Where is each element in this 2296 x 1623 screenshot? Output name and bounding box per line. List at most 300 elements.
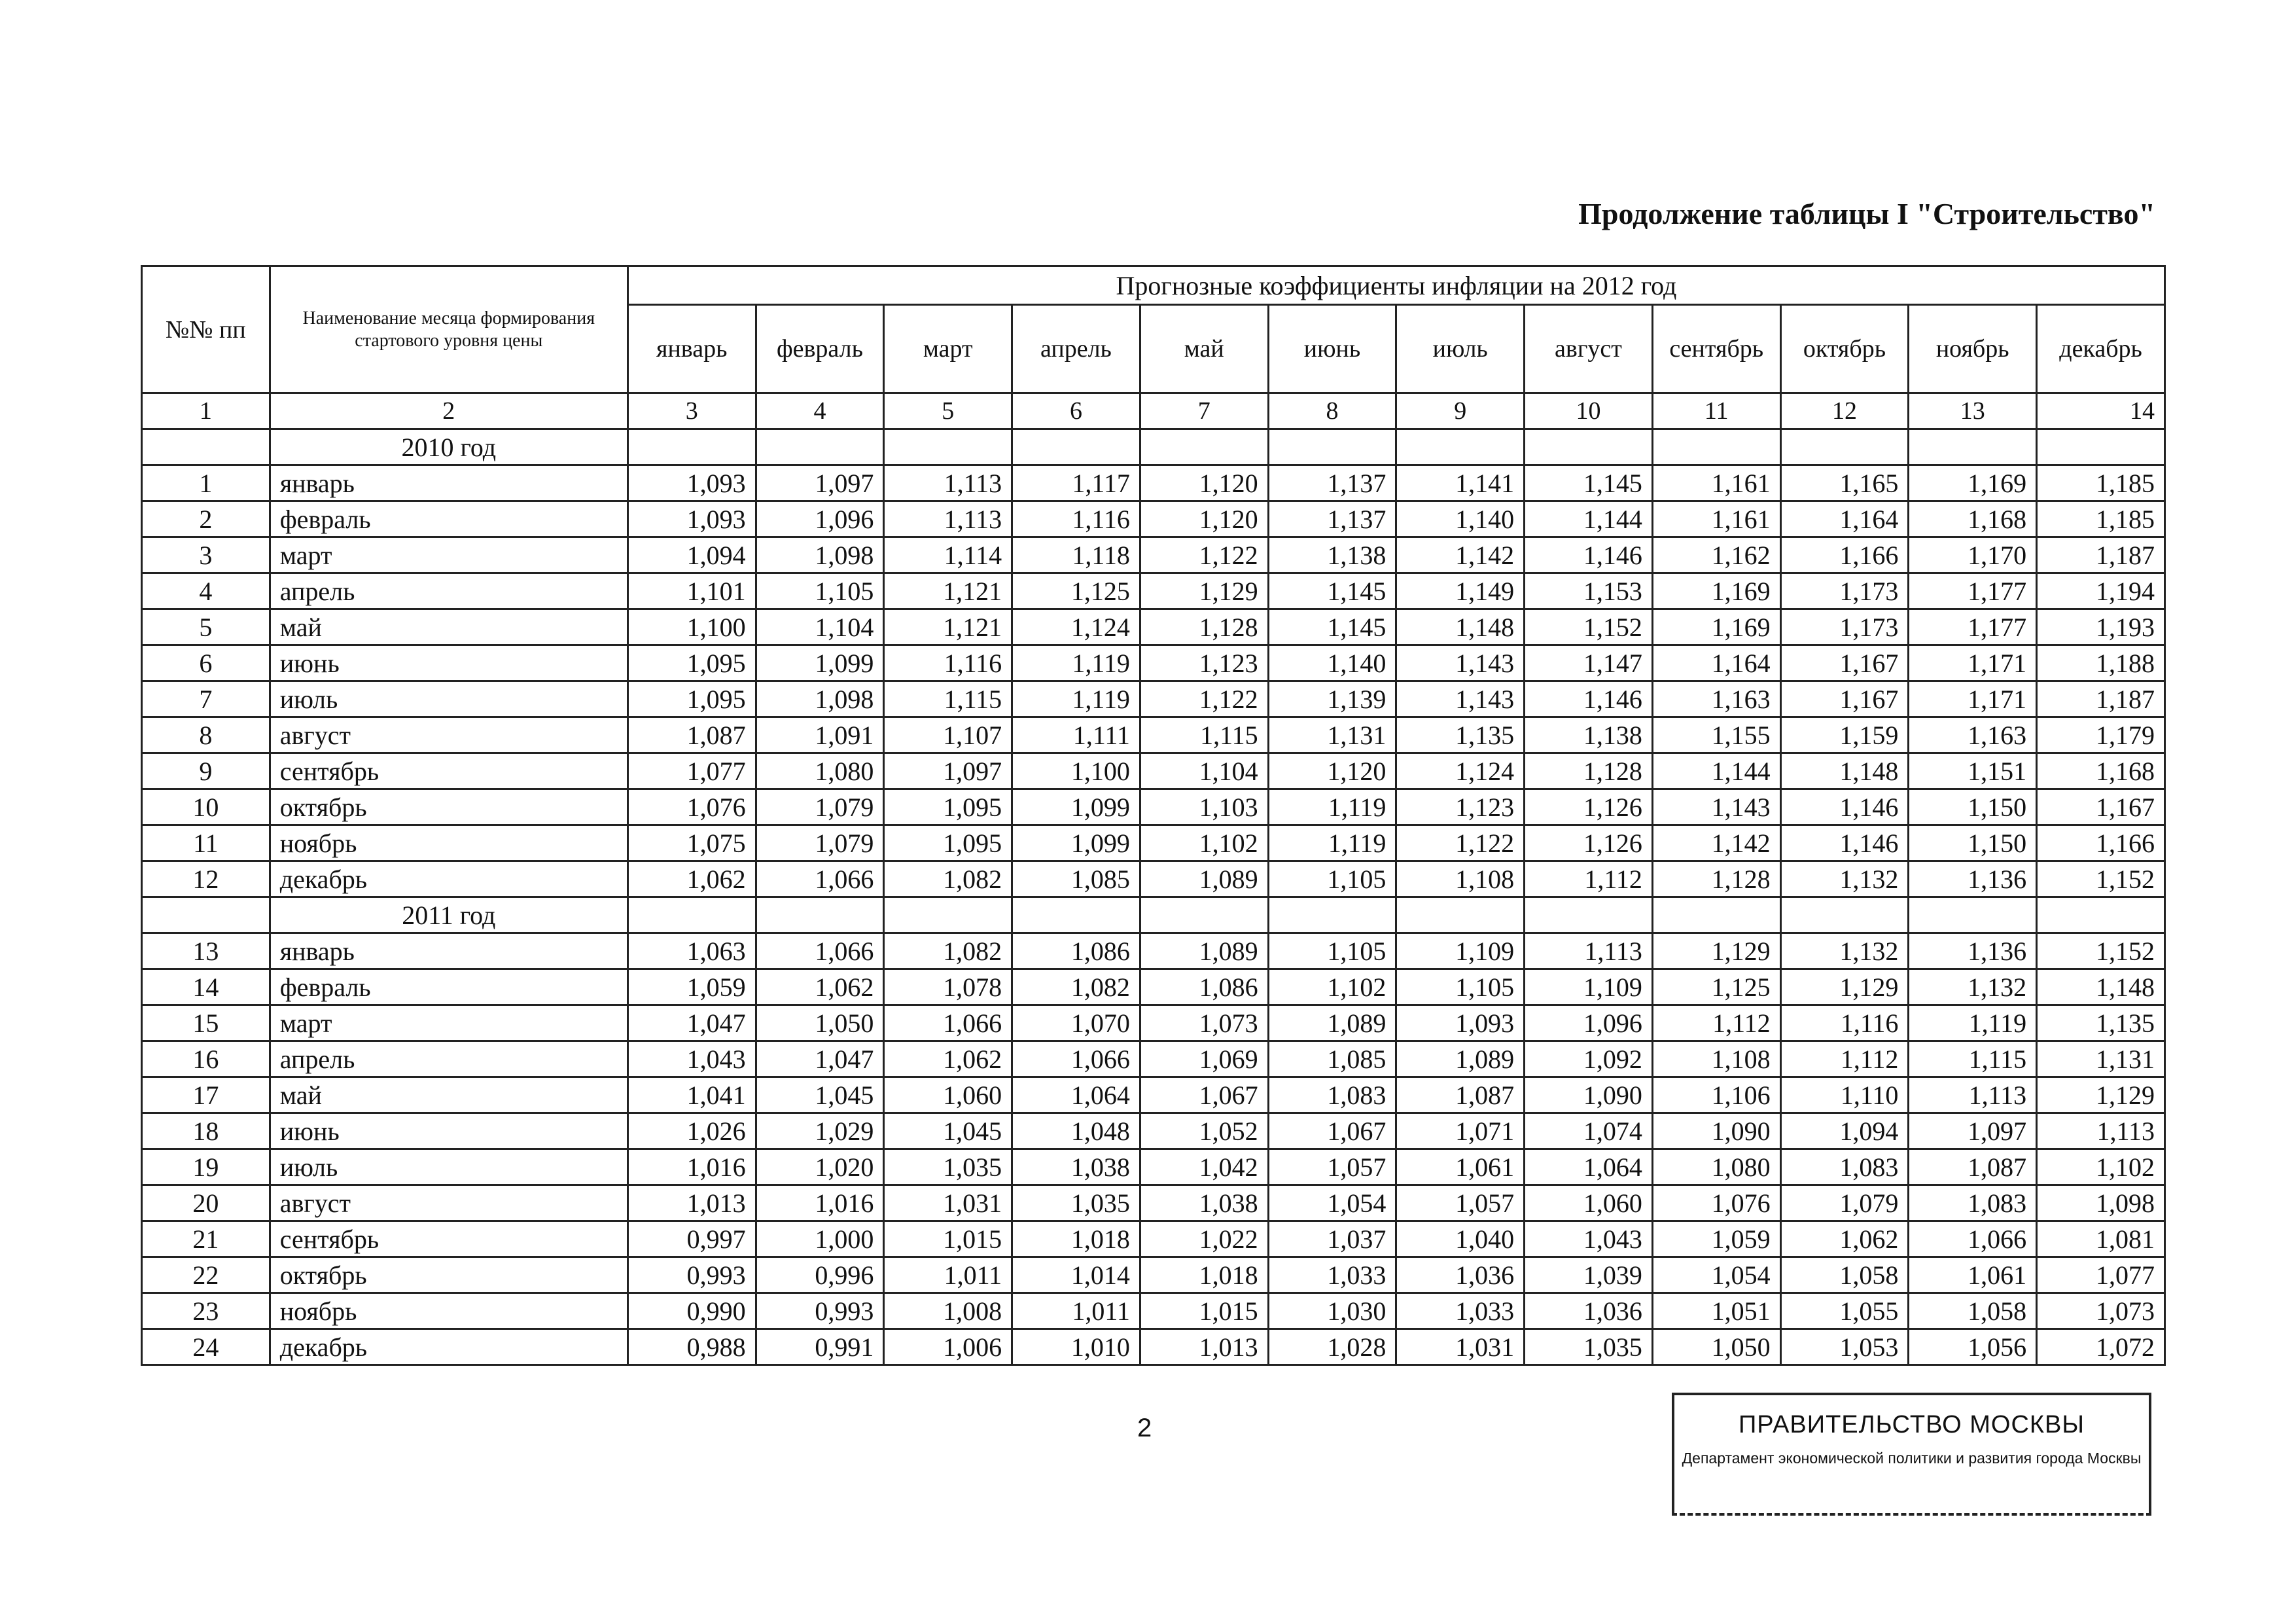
coefficient-cell: 1,069: [1140, 1041, 1268, 1077]
row-month: сентябрь: [270, 1221, 627, 1257]
empty-cell: [1012, 429, 1140, 465]
empty-cell: [2037, 429, 2165, 465]
coefficient-cell: 1,087: [1909, 1149, 2037, 1185]
coefficient-cell: 1,057: [1396, 1185, 1525, 1221]
coefficient-cell: 1,016: [627, 1149, 756, 1185]
empty-cell: [1396, 429, 1525, 465]
coefficient-cell: 1,128: [1140, 609, 1268, 645]
row-month: июнь: [270, 1113, 627, 1149]
coefficient-cell: 1,185: [2037, 501, 2165, 537]
coefficient-cell: 1,102: [2037, 1149, 2165, 1185]
coefficient-cell: 1,098: [2037, 1185, 2165, 1221]
coefficient-cell: 1,064: [1525, 1149, 1653, 1185]
coefficient-cell: 1,173: [1780, 573, 1909, 609]
coefficient-cell: 1,073: [1140, 1005, 1268, 1041]
coefficient-cell: 1,086: [1140, 969, 1268, 1005]
header-forecast-group: Прогнозные коэффициенты инфляции на 2012 год: [627, 266, 2164, 305]
coefficient-cell: 1,113: [884, 501, 1012, 537]
coefficient-cell: 1,179: [2037, 717, 2165, 753]
coefficient-cell: 1,011: [1012, 1293, 1140, 1329]
coefficient-cell: 1,045: [884, 1113, 1012, 1149]
coefficient-cell: 1,030: [1268, 1293, 1396, 1329]
coefficient-cell: 1,062: [756, 969, 884, 1005]
coefficient-cell: 1,047: [756, 1041, 884, 1077]
coefficient-cell: 1,116: [1780, 1005, 1909, 1041]
coefficient-cell: 1,053: [1780, 1329, 1909, 1365]
coefficient-cell: 1,066: [756, 933, 884, 969]
coefficient-cell: 1,128: [1525, 753, 1653, 789]
coefficient-cell: 1,013: [1140, 1329, 1268, 1365]
coefficient-cell: 1,079: [756, 789, 884, 825]
stamp-organization: ПРАВИТЕЛЬСТВО МОСКВЫ: [1738, 1411, 2085, 1438]
coefficient-cell: 1,110: [1780, 1077, 1909, 1113]
coefficient-cell: 1,126: [1525, 825, 1653, 861]
coefficient-cell: 1,132: [1909, 969, 2037, 1005]
empty-cell: [1652, 897, 1780, 933]
coefficient-cell: 1,177: [1909, 609, 2037, 645]
table-row: [142, 645, 2165, 681]
coefficient-cell: 1,079: [756, 825, 884, 861]
header-month-9: сентябрь: [1652, 305, 1780, 393]
coefficient-cell: 1,148: [1780, 753, 1909, 789]
header-month-2: февраль: [756, 305, 884, 393]
coefficient-cell: 1,105: [1396, 969, 1525, 1005]
coefficient-cell: 1,066: [1909, 1221, 2037, 1257]
coefficient-cell: 1,117: [1012, 465, 1140, 501]
table-row: [142, 1005, 2165, 1041]
row-month: июнь: [270, 645, 627, 681]
column-number: 6: [1012, 393, 1140, 429]
coefficient-cell: 1,122: [1140, 681, 1268, 717]
coefficient-cell: 1,113: [1909, 1077, 2037, 1113]
coefficient-cell: 1,014: [1012, 1257, 1140, 1293]
coefficient-cell: 1,058: [1780, 1257, 1909, 1293]
coefficient-cell: 1,086: [1012, 933, 1140, 969]
table-row: [142, 501, 2165, 537]
coefficient-cell: 1,109: [1396, 933, 1525, 969]
coefficient-cell: 1,090: [1525, 1077, 1653, 1113]
coefficient-cell: 1,026: [627, 1113, 756, 1149]
page-number: 2: [1137, 1414, 1152, 1442]
row-number: 3: [142, 537, 270, 573]
row-number: 21: [142, 1221, 270, 1257]
column-number: 7: [1140, 393, 1268, 429]
row-month: сентябрь: [270, 753, 627, 789]
coefficient-cell: 1,128: [1652, 861, 1780, 897]
coefficient-cell: 1,126: [1525, 789, 1653, 825]
coefficient-cell: 1,074: [1525, 1113, 1653, 1149]
coefficient-cell: 1,112: [1525, 861, 1653, 897]
empty-cell: [1780, 429, 1909, 465]
row-number: 17: [142, 1077, 270, 1113]
coefficient-cell: 1,083: [1909, 1185, 2037, 1221]
coefficient-cell: 1,082: [884, 933, 1012, 969]
coefficient-cell: 1,106: [1652, 1077, 1780, 1113]
coefficient-cell: 1,096: [1525, 1005, 1653, 1041]
stamp-department: Департамент экономической политики и развития города Москвы: [1682, 1450, 2142, 1467]
coefficient-cell: 1,129: [1652, 933, 1780, 969]
header-row-number: №№ пп: [142, 266, 270, 393]
empty-cell: [1909, 429, 2037, 465]
coefficient-cell: 1,037: [1268, 1221, 1396, 1257]
header-month-12: декабрь: [2037, 305, 2165, 393]
column-number: 5: [884, 393, 1012, 429]
coefficient-cell: 1,062: [884, 1041, 1012, 1077]
coefficient-cell: 1,051: [1652, 1293, 1780, 1329]
coefficient-cell: 1,085: [1268, 1041, 1396, 1077]
row-month: март: [270, 1005, 627, 1041]
coefficient-cell: 1,082: [884, 861, 1012, 897]
table-body: [142, 429, 2165, 1365]
coefficient-cell: 1,164: [1652, 645, 1780, 681]
coefficient-cell: 1,097: [1909, 1113, 2037, 1149]
empty-cell: [142, 429, 270, 465]
coefficient-cell: 1,162: [1652, 537, 1780, 573]
table-row: [142, 969, 2165, 1005]
coefficient-cell: 1,105: [1268, 861, 1396, 897]
coefficient-cell: 1,045: [756, 1077, 884, 1113]
coefficient-cell: 1,168: [1909, 501, 2037, 537]
coefficient-cell: 1,155: [1652, 717, 1780, 753]
column-number: 14: [2037, 393, 2165, 429]
row-month: октябрь: [270, 1257, 627, 1293]
row-month: май: [270, 1077, 627, 1113]
coefficient-cell: 1,096: [756, 501, 884, 537]
coefficient-cell: 1,185: [2037, 465, 2165, 501]
coefficient-cell: 1,132: [1780, 933, 1909, 969]
coefficient-cell: 1,123: [1140, 645, 1268, 681]
row-month: февраль: [270, 969, 627, 1005]
coefficient-cell: 1,171: [1909, 645, 2037, 681]
coefficient-cell: 1,146: [1780, 825, 1909, 861]
row-number: 13: [142, 933, 270, 969]
row-month: ноябрь: [270, 825, 627, 861]
row-month: август: [270, 1185, 627, 1221]
coefficient-cell: 1,140: [1268, 645, 1396, 681]
empty-cell: [142, 897, 270, 933]
coefficient-cell: 1,094: [1780, 1113, 1909, 1149]
coefficient-cell: 1,064: [1012, 1077, 1140, 1113]
coefficient-cell: 1,031: [1396, 1329, 1525, 1365]
coefficient-cell: 1,018: [1012, 1221, 1140, 1257]
coefficient-cell: 1,060: [884, 1077, 1012, 1113]
header-month-6: июнь: [1268, 305, 1396, 393]
row-number: 10: [142, 789, 270, 825]
row-number: 11: [142, 825, 270, 861]
coefficient-cell: 1,077: [2037, 1257, 2165, 1293]
coefficient-cell: 1,135: [1396, 717, 1525, 753]
row-number: 7: [142, 681, 270, 717]
coefficient-cell: 1,108: [1396, 861, 1525, 897]
coefficient-cell: 1,145: [1268, 609, 1396, 645]
coefficient-cell: 1,066: [884, 1005, 1012, 1041]
empty-cell: [756, 897, 884, 933]
column-number-row: [142, 393, 2165, 429]
coefficient-cell: 1,060: [1525, 1185, 1653, 1221]
table-row: [142, 1293, 2165, 1329]
coefficient-cell: 1,121: [884, 573, 1012, 609]
coefficient-cell: 0,988: [627, 1329, 756, 1365]
column-number: 3: [627, 393, 756, 429]
coefficient-cell: 1,071: [1396, 1113, 1525, 1149]
coefficient-cell: 1,138: [1268, 537, 1396, 573]
table-row: [142, 861, 2165, 897]
coefficient-cell: 1,166: [1780, 537, 1909, 573]
coefficient-cell: 1,048: [1012, 1113, 1140, 1149]
coefficient-cell: 1,168: [2037, 753, 2165, 789]
empty-cell: [1012, 897, 1140, 933]
coefficient-cell: 1,146: [1780, 789, 1909, 825]
coefficient-cell: 1,085: [1012, 861, 1140, 897]
row-month: январь: [270, 465, 627, 501]
row-number: 1: [142, 465, 270, 501]
coefficient-cell: 1,013: [627, 1185, 756, 1221]
empty-cell: [627, 429, 756, 465]
row-number: 22: [142, 1257, 270, 1293]
row-number: 4: [142, 573, 270, 609]
coefficient-cell: 1,042: [1140, 1149, 1268, 1185]
coefficient-cell: 1,036: [1396, 1257, 1525, 1293]
coefficient-cell: 1,059: [1652, 1221, 1780, 1257]
coefficient-cell: 1,109: [1525, 969, 1653, 1005]
coefficient-cell: 1,170: [1909, 537, 2037, 573]
coefficient-cell: 1,043: [1525, 1221, 1653, 1257]
coefficient-cell: 1,018: [1140, 1257, 1268, 1293]
year-label: 2011 год: [270, 897, 627, 933]
coefficient-cell: 1,091: [756, 717, 884, 753]
coefficient-cell: 1,148: [1396, 609, 1525, 645]
inflation-coefficients-table: [141, 265, 2166, 1366]
coefficient-cell: 1,095: [884, 789, 1012, 825]
coefficient-cell: 1,119: [1268, 825, 1396, 861]
coefficient-cell: 1,167: [1780, 681, 1909, 717]
coefficient-cell: 1,145: [1268, 573, 1396, 609]
coefficient-cell: 1,151: [1909, 753, 2037, 789]
coefficient-cell: 1,016: [756, 1185, 884, 1221]
coefficient-cell: 1,104: [1140, 753, 1268, 789]
coefficient-cell: 1,101: [627, 573, 756, 609]
coefficient-cell: 1,089: [1396, 1041, 1525, 1077]
table-row: [142, 933, 2165, 969]
coefficient-cell: 0,996: [756, 1257, 884, 1293]
header-month-10: октябрь: [1780, 305, 1909, 393]
coefficient-cell: 1,141: [1396, 465, 1525, 501]
coefficient-cell: 1,142: [1652, 825, 1780, 861]
coefficient-cell: 1,129: [2037, 1077, 2165, 1113]
coefficient-cell: 1,015: [1140, 1293, 1268, 1329]
coefficient-cell: 1,047: [627, 1005, 756, 1041]
coefficient-cell: 1,173: [1780, 609, 1909, 645]
coefficient-cell: 1,150: [1909, 825, 2037, 861]
table-row: [142, 1077, 2165, 1113]
empty-cell: [627, 897, 756, 933]
coefficient-cell: 1,187: [2037, 537, 2165, 573]
coefficient-cell: 1,050: [1652, 1329, 1780, 1365]
header-month-1: январь: [627, 305, 756, 393]
row-number: 14: [142, 969, 270, 1005]
empty-cell: [1525, 897, 1653, 933]
coefficient-cell: 1,006: [884, 1329, 1012, 1365]
coefficient-cell: 1,020: [756, 1149, 884, 1185]
coefficient-cell: 1,108: [1652, 1041, 1780, 1077]
table-row: [142, 1257, 2165, 1293]
coefficient-cell: 1,125: [1012, 573, 1140, 609]
coefficient-cell: 1,080: [1652, 1149, 1780, 1185]
column-number: 8: [1268, 393, 1396, 429]
coefficient-cell: 1,144: [1525, 501, 1653, 537]
column-number: 11: [1652, 393, 1780, 429]
header-month-4: апрель: [1012, 305, 1140, 393]
coefficient-cell: 1,161: [1652, 501, 1780, 537]
coefficient-cell: 1,147: [1525, 645, 1653, 681]
coefficient-cell: 1,067: [1140, 1077, 1268, 1113]
coefficient-cell: 1,010: [1012, 1329, 1140, 1365]
coefficient-cell: 1,143: [1652, 789, 1780, 825]
coefficient-cell: 1,040: [1396, 1221, 1525, 1257]
coefficient-cell: 1,087: [627, 717, 756, 753]
coefficient-cell: 1,119: [1268, 789, 1396, 825]
coefficient-cell: 1,152: [2037, 861, 2165, 897]
row-month: июль: [270, 681, 627, 717]
coefficient-cell: 1,073: [2037, 1293, 2165, 1329]
row-month: август: [270, 717, 627, 753]
coefficient-cell: 1,107: [884, 717, 1012, 753]
coefficient-cell: 1,098: [756, 537, 884, 573]
empty-cell: [1652, 429, 1780, 465]
coefficient-cell: 1,145: [1525, 465, 1653, 501]
empty-cell: [2037, 897, 2165, 933]
coefficient-cell: 1,105: [1268, 933, 1396, 969]
coefficient-cell: 1,082: [1012, 969, 1140, 1005]
coefficient-cell: 1,194: [2037, 573, 2165, 609]
column-number: 1: [142, 393, 270, 429]
table-row: [142, 1185, 2165, 1221]
coefficient-cell: 1,038: [1140, 1185, 1268, 1221]
table-row: [142, 1041, 2165, 1077]
coefficient-cell: 1,041: [627, 1077, 756, 1113]
coefficient-cell: 1,062: [1780, 1221, 1909, 1257]
row-number: 12: [142, 861, 270, 897]
empty-cell: [884, 897, 1012, 933]
coefficient-cell: 1,111: [1012, 717, 1140, 753]
coefficient-cell: 1,116: [884, 645, 1012, 681]
coefficient-cell: 1,055: [1780, 1293, 1909, 1329]
year-row: [142, 429, 2165, 465]
coefficient-cell: 1,119: [1012, 681, 1140, 717]
table-row: [142, 609, 2165, 645]
coefficient-cell: 1,035: [1012, 1185, 1140, 1221]
coefficient-cell: 1,124: [1396, 753, 1525, 789]
empty-cell: [1268, 897, 1396, 933]
table-row: [142, 465, 2165, 501]
coefficient-cell: 1,129: [1780, 969, 1909, 1005]
column-number: 2: [270, 393, 627, 429]
coefficient-cell: 1,163: [1909, 717, 2037, 753]
header-month-name: Наименование месяца формирования стартового уровня цены: [270, 266, 627, 393]
coefficient-cell: 1,075: [627, 825, 756, 861]
coefficient-cell: 1,058: [1909, 1293, 2037, 1329]
coefficient-cell: 1,104: [756, 609, 884, 645]
coefficient-cell: 1,008: [884, 1293, 1012, 1329]
coefficient-cell: 1,146: [1525, 537, 1653, 573]
coefficient-cell: 1,187: [2037, 681, 2165, 717]
row-number: 18: [142, 1113, 270, 1149]
coefficient-cell: 1,093: [627, 465, 756, 501]
row-number: 20: [142, 1185, 270, 1221]
coefficient-cell: 1,188: [2037, 645, 2165, 681]
table-row: [142, 1149, 2165, 1185]
header-month-5: май: [1140, 305, 1268, 393]
coefficient-cell: 0,990: [627, 1293, 756, 1329]
coefficient-cell: 1,125: [1652, 969, 1780, 1005]
year-row: [142, 897, 2165, 933]
coefficient-cell: 1,098: [756, 681, 884, 717]
table-row: [142, 573, 2165, 609]
coefficient-cell: 1,054: [1652, 1257, 1780, 1293]
coefficient-cell: 1,097: [756, 465, 884, 501]
row-number: 8: [142, 717, 270, 753]
coefficient-cell: 1,136: [1909, 933, 2037, 969]
coefficient-cell: 1,062: [627, 861, 756, 897]
coefficient-cell: 1,089: [1268, 1005, 1396, 1041]
coefficient-cell: 1,011: [884, 1257, 1012, 1293]
row-month: декабрь: [270, 861, 627, 897]
coefficient-cell: 1,177: [1909, 573, 2037, 609]
row-month: октябрь: [270, 789, 627, 825]
coefficient-cell: 1,095: [884, 825, 1012, 861]
row-month: апрель: [270, 573, 627, 609]
coefficient-cell: 1,076: [627, 789, 756, 825]
inflation-table-container: [141, 265, 2166, 1366]
coefficient-cell: 1,120: [1268, 753, 1396, 789]
coefficient-cell: 1,105: [756, 573, 884, 609]
row-month: ноябрь: [270, 1293, 627, 1329]
coefficient-cell: 1,143: [1396, 681, 1525, 717]
coefficient-cell: 1,033: [1268, 1257, 1396, 1293]
coefficient-cell: 1,089: [1140, 861, 1268, 897]
empty-cell: [1525, 429, 1653, 465]
empty-cell: [1396, 897, 1525, 933]
coefficient-cell: 1,090: [1652, 1113, 1780, 1149]
coefficient-cell: 1,112: [1780, 1041, 1909, 1077]
coefficient-cell: 1,095: [627, 681, 756, 717]
row-number: 6: [142, 645, 270, 681]
table-row: [142, 825, 2165, 861]
table-row: [142, 1221, 2165, 1257]
coefficient-cell: 1,120: [1140, 501, 1268, 537]
coefficient-cell: 0,993: [756, 1293, 884, 1329]
row-number: 23: [142, 1293, 270, 1329]
coefficient-cell: 1,057: [1268, 1149, 1396, 1185]
header-month-3: март: [884, 305, 1012, 393]
coefficient-cell: 1,164: [1780, 501, 1909, 537]
coefficient-cell: 1,136: [1909, 861, 2037, 897]
row-number: 15: [142, 1005, 270, 1041]
coefficient-cell: 1,131: [1268, 717, 1396, 753]
coefficient-cell: 1,097: [884, 753, 1012, 789]
column-number: 4: [756, 393, 884, 429]
coefficient-cell: 1,022: [1140, 1221, 1268, 1257]
coefficient-cell: 1,066: [756, 861, 884, 897]
row-number: 5: [142, 609, 270, 645]
coefficient-cell: 1,056: [1909, 1329, 2037, 1365]
coefficient-cell: 1,115: [884, 681, 1012, 717]
coefficient-cell: 1,113: [1525, 933, 1653, 969]
coefficient-cell: 1,080: [756, 753, 884, 789]
coefficient-cell: 1,116: [1012, 501, 1140, 537]
coefficient-cell: 1,095: [627, 645, 756, 681]
coefficient-cell: 1,120: [1140, 465, 1268, 501]
